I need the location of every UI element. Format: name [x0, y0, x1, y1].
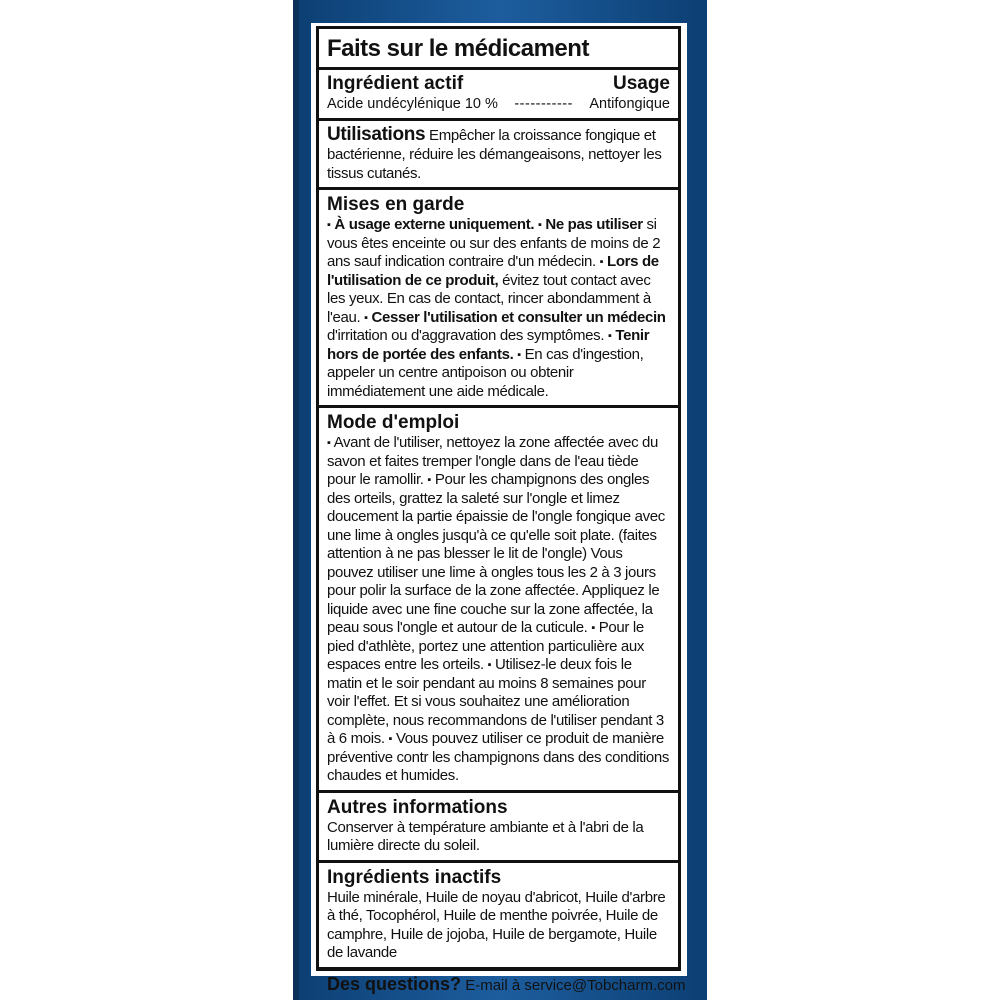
warning-stop-use-text: d'irritation ou d'aggravation des symptômes.: [327, 327, 605, 344]
uses-section: [319, 119, 678, 188]
directions-step-1: Avant de l'utiliser, nettoyez la zone affectée avec du savon et faites tremper l'ongle dans de l'eau tiède pour le ramollir.: [327, 434, 659, 488]
uses-text-block: [327, 124, 670, 183]
warning-do-not-use-text: si vous êtes enceinte ou sur des enfants de moins de 2 ans sauf indication contraire d'un médecin.: [327, 216, 661, 270]
usage-heading: Usage: [612, 73, 670, 94]
bullet-icon: ▪: [364, 311, 368, 324]
bullet-icon: ▪: [607, 330, 612, 342]
inactive-ingredients-text: Huile minérale, Huile de noyau d'abricot, Huile d'arbre à thé, Tocophérol, Huile de menthe poivrée, Huile de camphre, Huile de jojoba, Huile de bergamote, Huile de lavande: [327, 888, 666, 961]
inactive-ingredients-section: [319, 861, 678, 968]
directions-step-4: Utilisez-le deux fois le matin et le soir pendant au moins 8 semaines pour voir l'effet. Et si vous souhaitez une amélioration complète, nous recommandons de l'utiliser pendant 3 à 6 mois.: [327, 656, 664, 747]
questions-row: [327, 973, 686, 997]
warning-do-not-use: Ne pas utiliser: [545, 216, 643, 233]
warnings-heading: Mises en garde: [327, 194, 465, 215]
bullet-icon: ▪: [427, 474, 431, 486]
directions-step-3: Pour le pied d'athlète, portez une attention particulière aux espaces entre les orteils.: [327, 619, 645, 673]
warning-stop-use: Cesser l'utilisation et consulter un médecin: [371, 308, 666, 326]
directions-step-5: Vous pouvez utiliser ce produit de manière préventive contr les champignons dans des conditions chaudes et humides.: [327, 730, 670, 784]
warning-external-use: À usage externe uniquement.: [334, 216, 535, 233]
uses-text: Empêcher la croissance fongique et bactérienne, réduire les démangeaisons, nettoyer les tissus cutanés.: [327, 127, 662, 182]
bullet-icon: ▪: [517, 348, 521, 361]
uses-heading: Utilisations: [327, 124, 426, 145]
warning-ingestion-text: En cas d'ingestion, appeler un centre antipoison ou obtenir immédiatement une aide médicale.: [327, 345, 644, 400]
other-info-heading: Autres informations: [327, 796, 508, 818]
questions-heading: Des questions?: [327, 973, 462, 994]
active-ingredient-purpose: Antifongique: [589, 96, 670, 112]
bullet-icon: ▪: [327, 219, 331, 231]
inactive-ingredients-heading: Ingrédients inactifs: [327, 866, 502, 888]
warning-keep-out-of-reach: Tenir hors de portée des enfants.: [327, 327, 650, 363]
other-info-text: Conserver à température ambiante et à l'abri de la lumière directe du soleil.: [327, 818, 644, 854]
other-info-section: [319, 791, 678, 861]
directions-section: [319, 406, 678, 791]
drug-facts-title: Faits sur le médicament: [319, 29, 678, 70]
bullet-icon: ▪: [591, 622, 595, 634]
warning-when-using: Lors de l'utilisation de ce produit,: [327, 253, 659, 289]
warnings-section: [319, 188, 678, 406]
active-ingredient-section: [319, 70, 678, 119]
directions-text-block: [327, 434, 670, 786]
drug-facts-panel: [316, 26, 686, 994]
bullet-icon: ▪: [538, 219, 542, 231]
questions-section: [319, 968, 686, 1001]
bullet-icon: ▪: [487, 659, 492, 671]
directions-step-2: Pour les champignons des ongles des orteils, grattez la saleté sur l'ongle et limez doucement la partie épaissie de l'ongle fongique avec une lime à ongles jusqu'à ce qu'elle soit plate. (faites attention à ne pas blesser le lit de l'ongle) Vous pouvez utiliser une lime à ongles tous les 2 à 3 jours pour polir la surface de la zone affectée. Appliquez le liquide avec une fine couche sur la zone affectée, la peau sous l'ongle et autour de la cuticule.: [327, 471, 665, 636]
directions-heading: Mode d'emploi: [327, 412, 460, 433]
warning-when-using-text: évitez tout contact avec les yeux. En cas de contact, rincer abondamment à l'eau.: [327, 271, 651, 326]
active-ingredient-heading: Ingrédient actif: [327, 73, 464, 94]
active-ingredient-header: [327, 73, 670, 95]
warnings-text-block: [327, 216, 670, 401]
active-ingredient-row: [327, 95, 670, 114]
band-edge: [293, 0, 299, 1000]
leader-dashes: -----------: [514, 96, 573, 112]
bullet-icon: ▪: [327, 437, 331, 449]
bullet-icon: ▪: [599, 256, 604, 268]
bullet-icon: ▪: [388, 733, 393, 745]
active-ingredient-name: Acide undécylénique 10 %: [327, 96, 498, 112]
questions-contact: E-mail à service@Tobcharm.com: [465, 976, 686, 994]
